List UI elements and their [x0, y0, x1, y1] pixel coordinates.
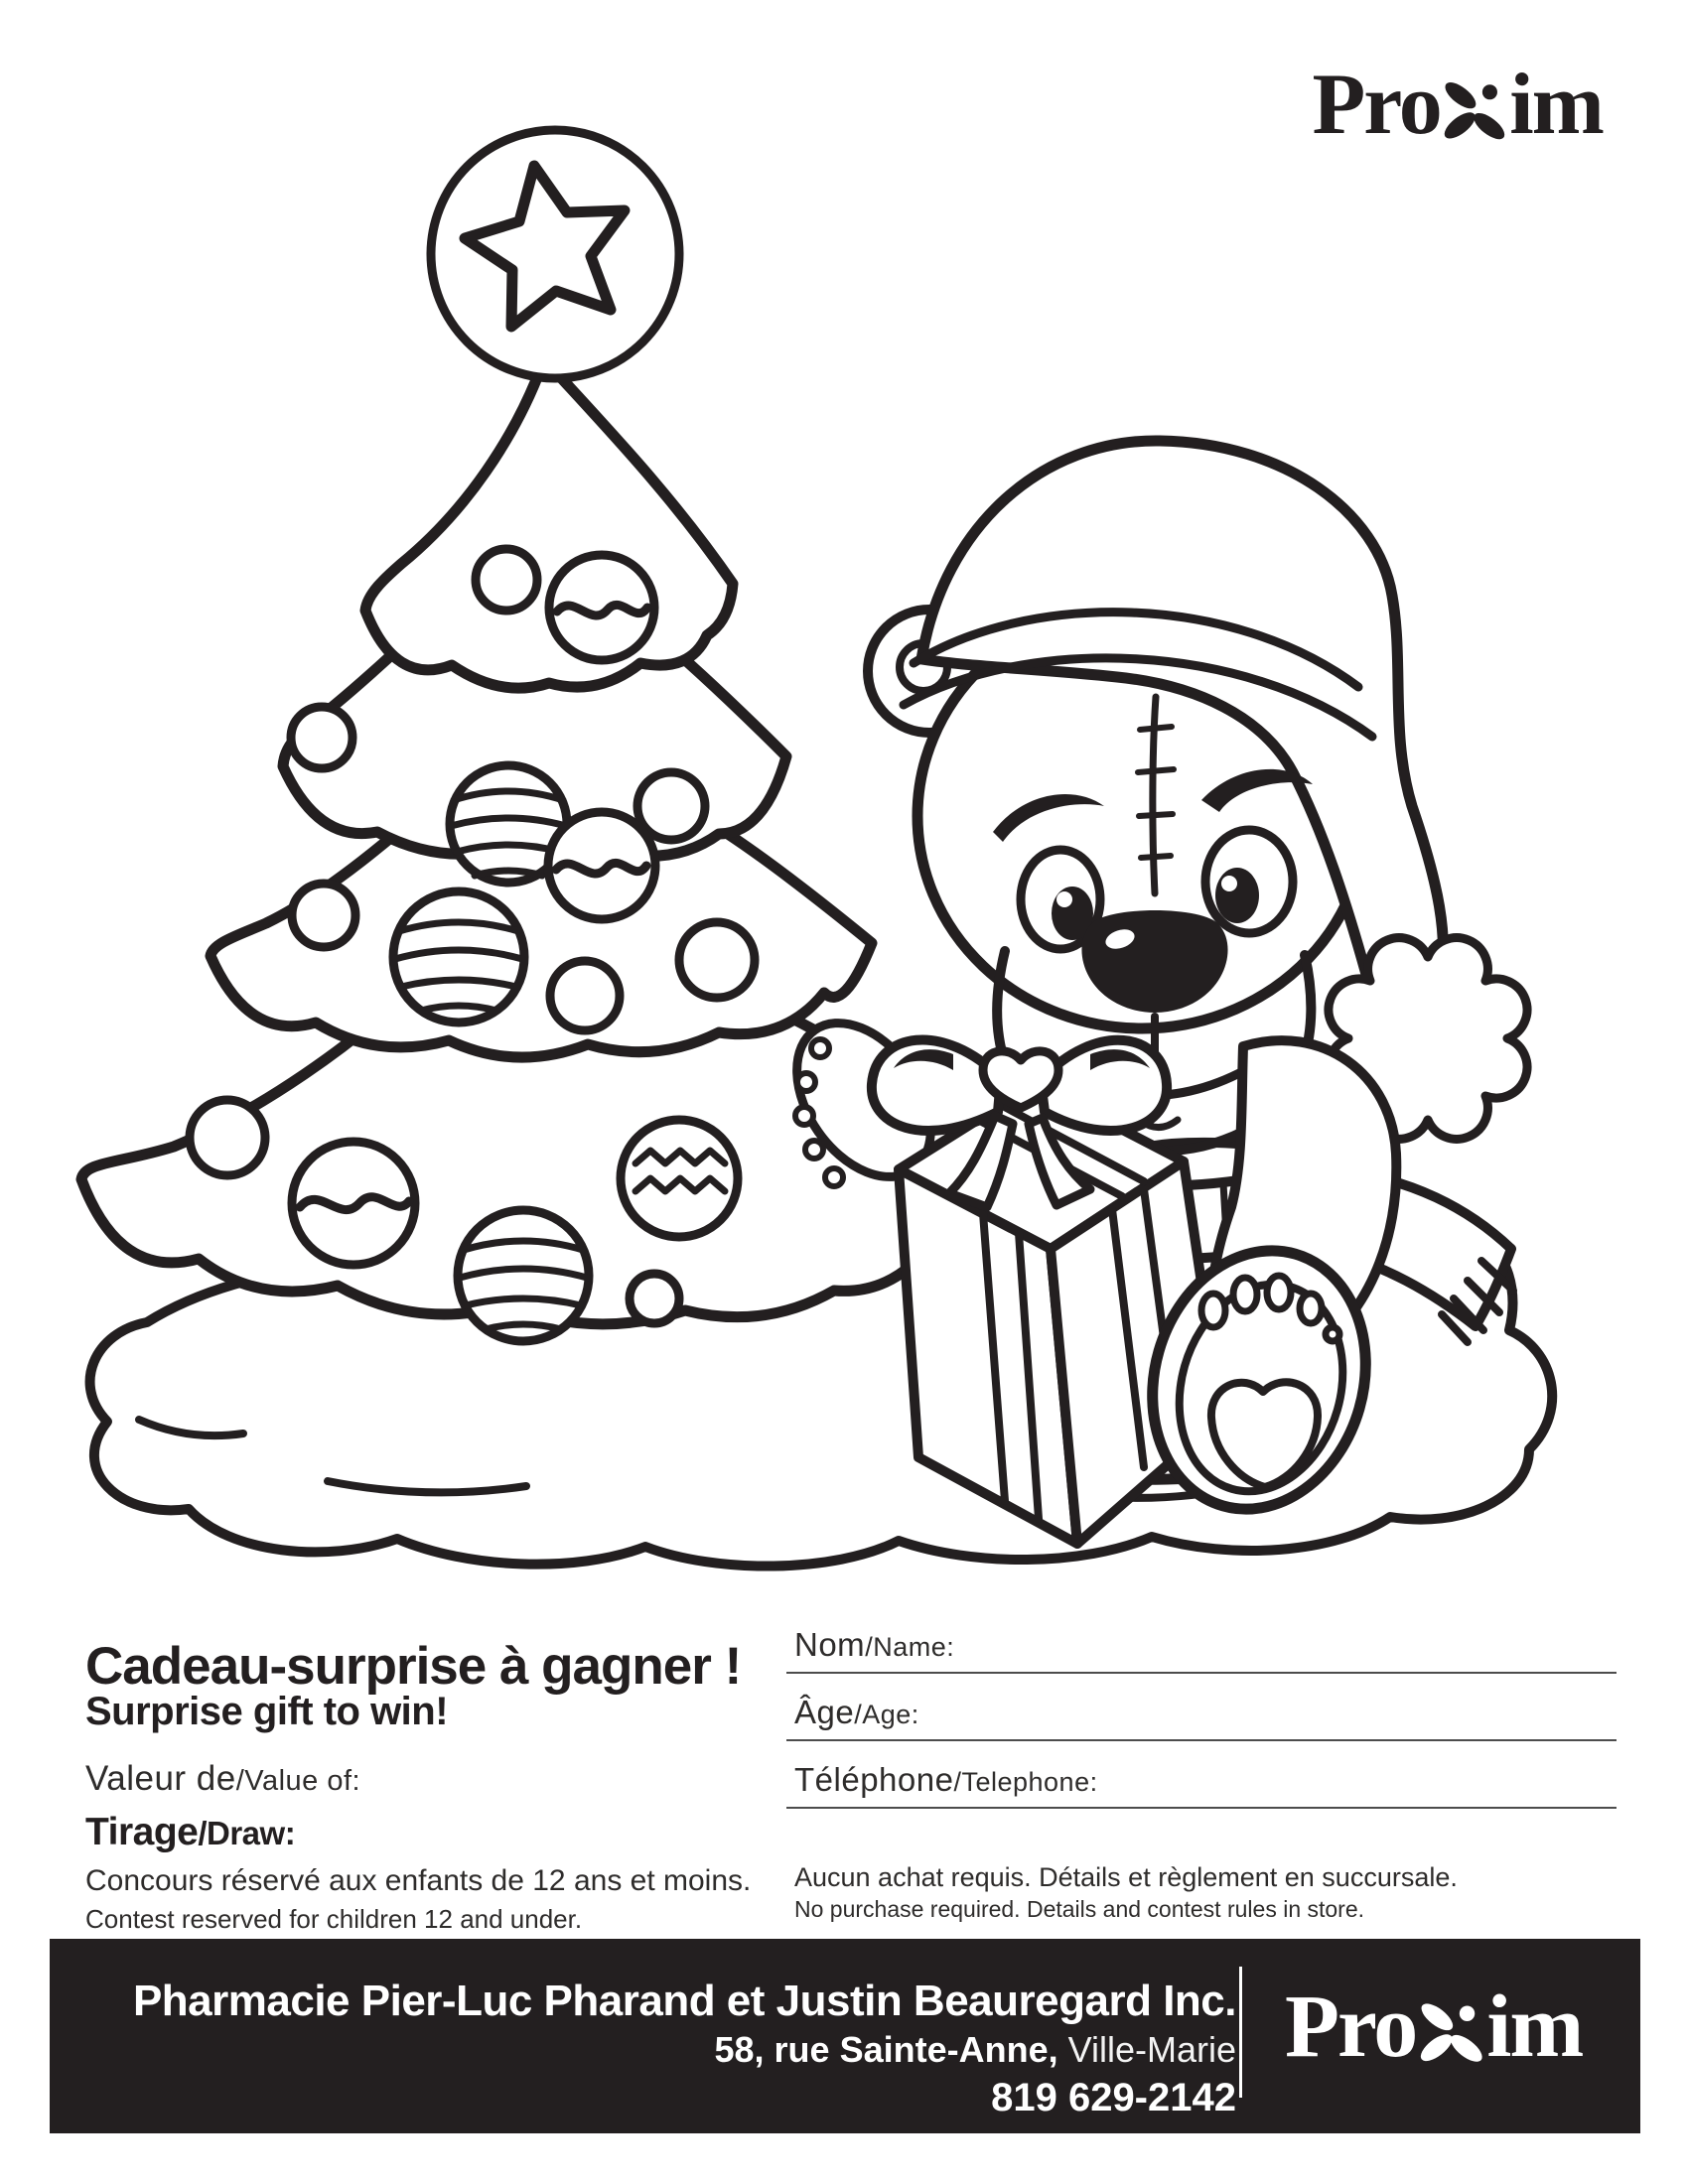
pharmacy-city: Ville-Marie — [1057, 2029, 1236, 2070]
eligibility-french: Concours réservé aux enfants de 12 ans et moins. — [85, 1864, 752, 1897]
name-field-line — [786, 1672, 1617, 1674]
telephone-field-label: Téléphone/Telephone: — [794, 1761, 1098, 1798]
form-row-telephone — [786, 1763, 1617, 1809]
value-row — [85, 1759, 360, 1799]
draw-label-en: /Draw: — [198, 1815, 296, 1851]
pharmacy-street: 58, rue Sainte-Anne, — [714, 2029, 1058, 2070]
pharmacy-phone: 819 629-2142 — [991, 2076, 1236, 2119]
eligibility-english: Contest reserved for children 12 and under. — [85, 1904, 583, 1934]
disclaimer-english: No purchase required. Details and contest rules in store. — [794, 1896, 1365, 1922]
proxim-logo-footer — [1285, 1978, 1583, 2076]
telephone-field-line — [786, 1807, 1617, 1809]
age-field-line — [786, 1739, 1617, 1741]
gift-box-illustration — [872, 1039, 1396, 1544]
draw-row — [85, 1811, 295, 1854]
footer-divider — [1239, 1967, 1242, 2098]
proxim-footer-x-petal-icon — [1417, 1996, 1486, 2068]
pharmacy-info — [133, 1977, 1236, 2122]
headline-english: Surprise gift to win! — [85, 1690, 449, 1733]
age-field-label: Âge/Age: — [794, 1694, 919, 1730]
form-row-age — [786, 1696, 1617, 1741]
value-label-en: /Value of: — [235, 1765, 361, 1797]
value-label-fr: Valeur de — [85, 1759, 236, 1798]
name-field-label: Nom/Name: — [794, 1626, 955, 1663]
pharmacy-address — [133, 2026, 1236, 2073]
footer-bar — [50, 1939, 1640, 2133]
draw-label-fr: Tirage — [85, 1811, 199, 1853]
tree-star-topper — [431, 130, 679, 378]
pharmacy-name: Pharmacie Pier-Luc Pharand et Justin Beauregard Inc. — [132, 1977, 1236, 2025]
headline-french: Cadeau-surprise à gagner ! — [85, 1637, 742, 1696]
proxim-footer-text-im: im — [1486, 1978, 1583, 2076]
form-row-name — [786, 1628, 1617, 1674]
disclaimer-french: Aucun achat requis. Détails et règlement en succursale. — [794, 1862, 1458, 1892]
proxim-footer-text-pro: Pro — [1285, 1978, 1417, 2076]
proxim-logo-text-pro: Pro — [1312, 57, 1441, 153]
proxim-logo-text-im: im — [1509, 57, 1603, 153]
